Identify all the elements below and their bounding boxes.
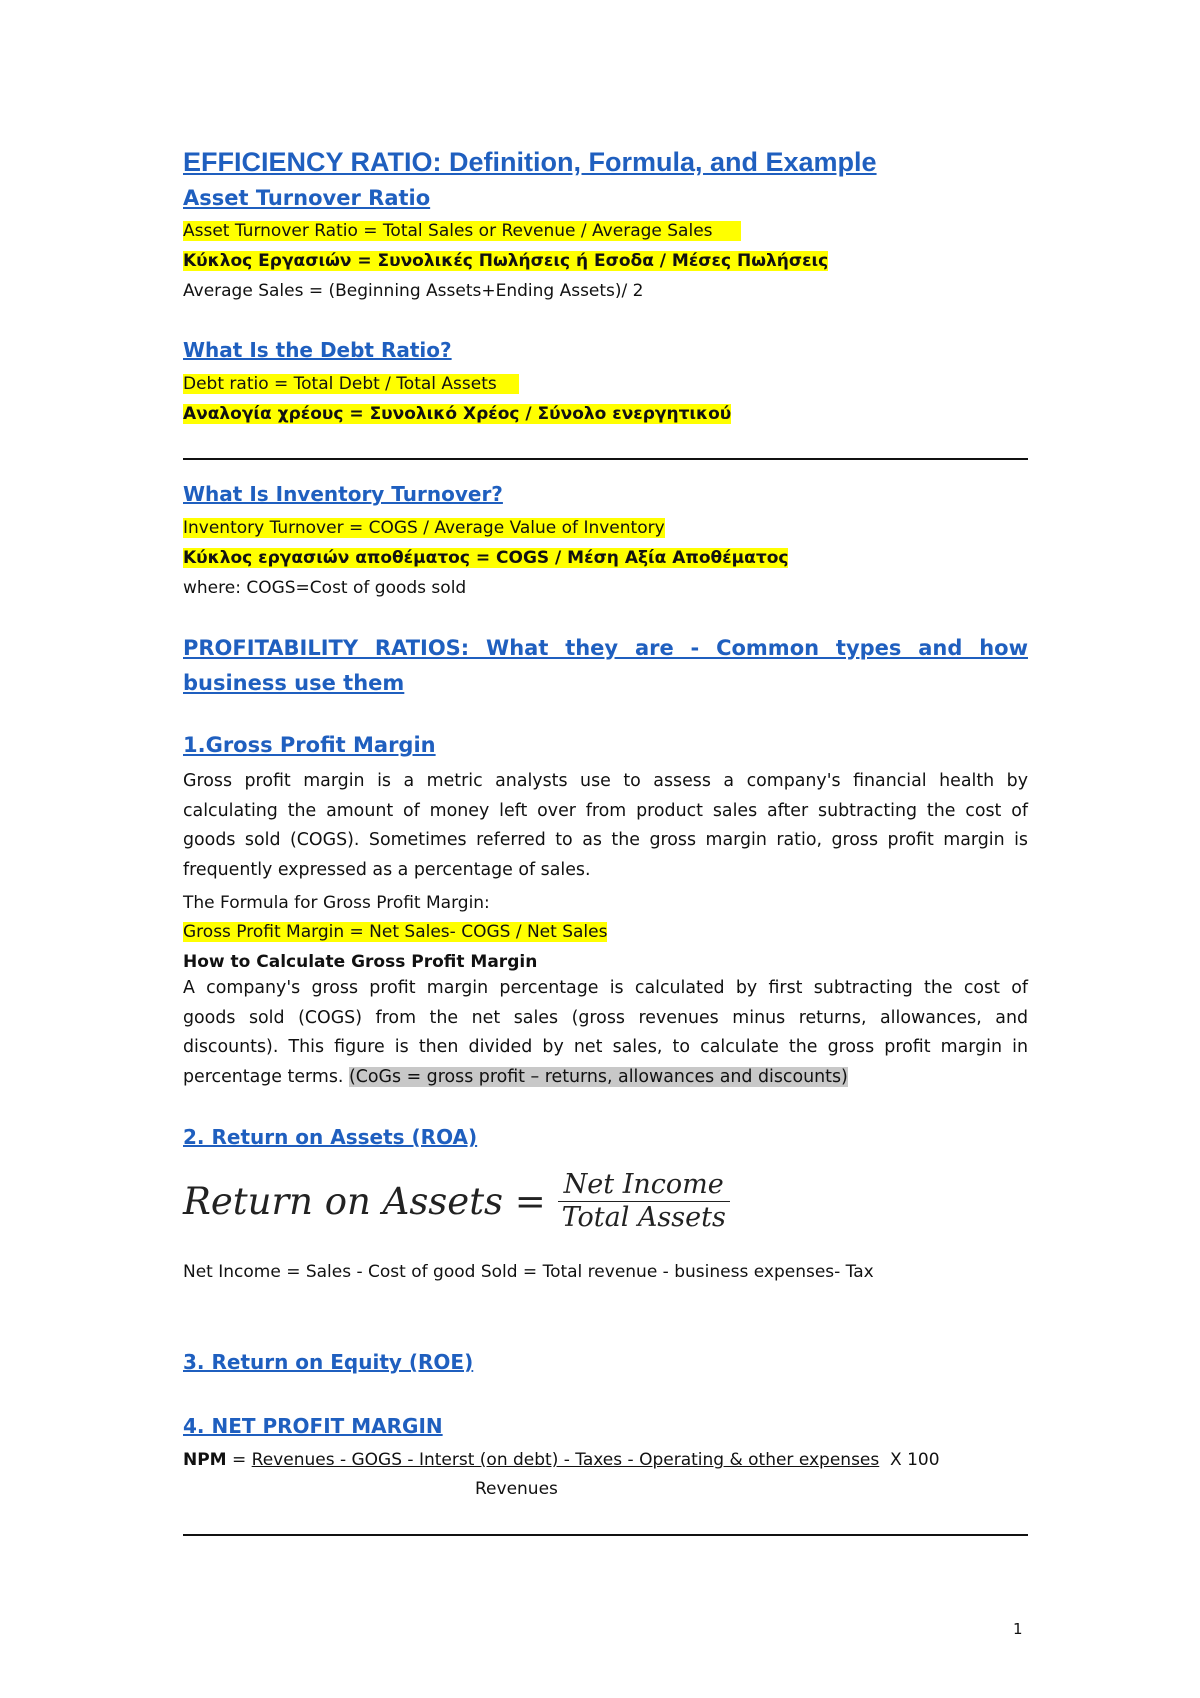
document-page xyxy=(183,0,1028,1698)
formula-npm: NPM = Revenues - GOGS - Interst (on debt) - Taxes - Operating & other expenses X 100 xyxy=(183,1450,940,1470)
paragraph-how-to-calculate xyxy=(183,974,1028,1092)
formula-label-gross-profit: The Formula for Gross Profit Margin: xyxy=(183,893,490,913)
formula-npm-denominator: Revenues xyxy=(475,1479,558,1499)
formula-inventory-gr: Κύκλος εργασιών αποθέματος = COGS / Μέση Αξία Αποθέματος xyxy=(183,548,789,568)
formula-inventory-en: Inventory Turnover = COGS / Average Value of Inventory xyxy=(183,518,665,538)
page-title: EFFICIENCY RATIO: Definition, Formula, and Example xyxy=(183,147,877,177)
formula-asset-turnover-gr: Κύκλος Εργασιών = Συνολικές Πωλήσεις ή Εσοδα / Μέσες Πωλήσεις xyxy=(183,251,829,271)
paragraph-line: discounts). This figure is then divided by net sales, to calculate the gross profit margin in xyxy=(183,1037,1028,1058)
paragraph-line: goods sold (COGS). Sometimes referred to as the gross margin ratio, gross profit margin is xyxy=(183,830,1028,851)
heading-how-to-calculate: How to Calculate Gross Profit Margin xyxy=(183,952,538,972)
formula-roa-fraction xyxy=(558,1170,730,1233)
formula-roa xyxy=(183,1170,730,1233)
heading-profitability-line2: business use them xyxy=(183,671,405,695)
highlighted-cogs-note: (CoGs = gross profit – returns, allowances and discounts) xyxy=(348,1066,848,1087)
note-cogs: where: COGS=Cost of goods sold xyxy=(183,578,467,598)
formula-roa-numerator: Net Income xyxy=(558,1170,730,1202)
paragraph-line: Gross profit margin is a metric analysts use to assess a company's financial health by xyxy=(183,771,1028,791)
divider-1 xyxy=(183,458,1028,460)
paragraph-line: percentage terms. (CoGs = gross profit – returns, allowances and discounts) xyxy=(183,1066,848,1087)
formula-roa-left: Return on Assets = xyxy=(183,1180,546,1223)
heading-inventory-turnover: What Is Inventory Turnover? xyxy=(183,482,503,506)
note-net-income: Net Income = Sales - Cost of good Sold = Total revenue - business expenses- Tax xyxy=(183,1262,874,1282)
formula-npm-numerator: Revenues - GOGS - Interst (on debt) - Taxes - Operating & other expenses xyxy=(251,1450,880,1470)
divider-2 xyxy=(183,1534,1028,1536)
note-average-sales: Average Sales = (Beginning Assets+Ending Assets)/ 2 xyxy=(183,281,644,301)
formula-roa-denominator: Total Assets xyxy=(561,1202,726,1233)
heading-profitability-line1: PROFITABILITY RATIOS: What they are - Common types and how xyxy=(183,636,1028,660)
heading-roe: 3. Return on Equity (ROE) xyxy=(183,1350,474,1374)
heading-asset-turnover: Asset Turnover Ratio xyxy=(183,186,431,210)
paragraph-gross-profit xyxy=(183,767,1028,885)
formula-debt-ratio-en: Debt ratio = Total Debt / Total Assets xyxy=(183,374,519,394)
paragraph-line: frequently expressed as a percentage of sales. xyxy=(183,859,591,880)
paragraph-line: A company's gross profit margin percentage is calculated by first subtracting the cost of xyxy=(183,978,1028,998)
heading-net-profit-margin: 4. NET PROFIT MARGIN xyxy=(183,1414,443,1438)
formula-debt-ratio-gr: Αναλογία χρέους = Συνολικό Χρέος / Σύνολο ενεργητικού xyxy=(183,404,732,424)
formula-asset-turnover-en: Asset Turnover Ratio = Total Sales or Revenue / Average Sales xyxy=(183,221,741,241)
heading-debt-ratio: What Is the Debt Ratio? xyxy=(183,338,452,362)
paragraph-line: calculating the amount of money left over from product sales after subtracting the cost of xyxy=(183,800,1028,821)
heading-roa: 2. Return on Assets (ROA) xyxy=(183,1125,478,1149)
formula-gross-profit: Gross Profit Margin = Net Sales- COGS / Net Sales xyxy=(183,922,608,942)
paragraph-line: goods sold (COGS) from the net sales (gross revenues minus returns, allowances, and xyxy=(183,1007,1028,1028)
heading-gross-profit-margin: 1.Gross Profit Margin xyxy=(183,733,436,757)
page-number: 1 xyxy=(1013,1620,1023,1638)
